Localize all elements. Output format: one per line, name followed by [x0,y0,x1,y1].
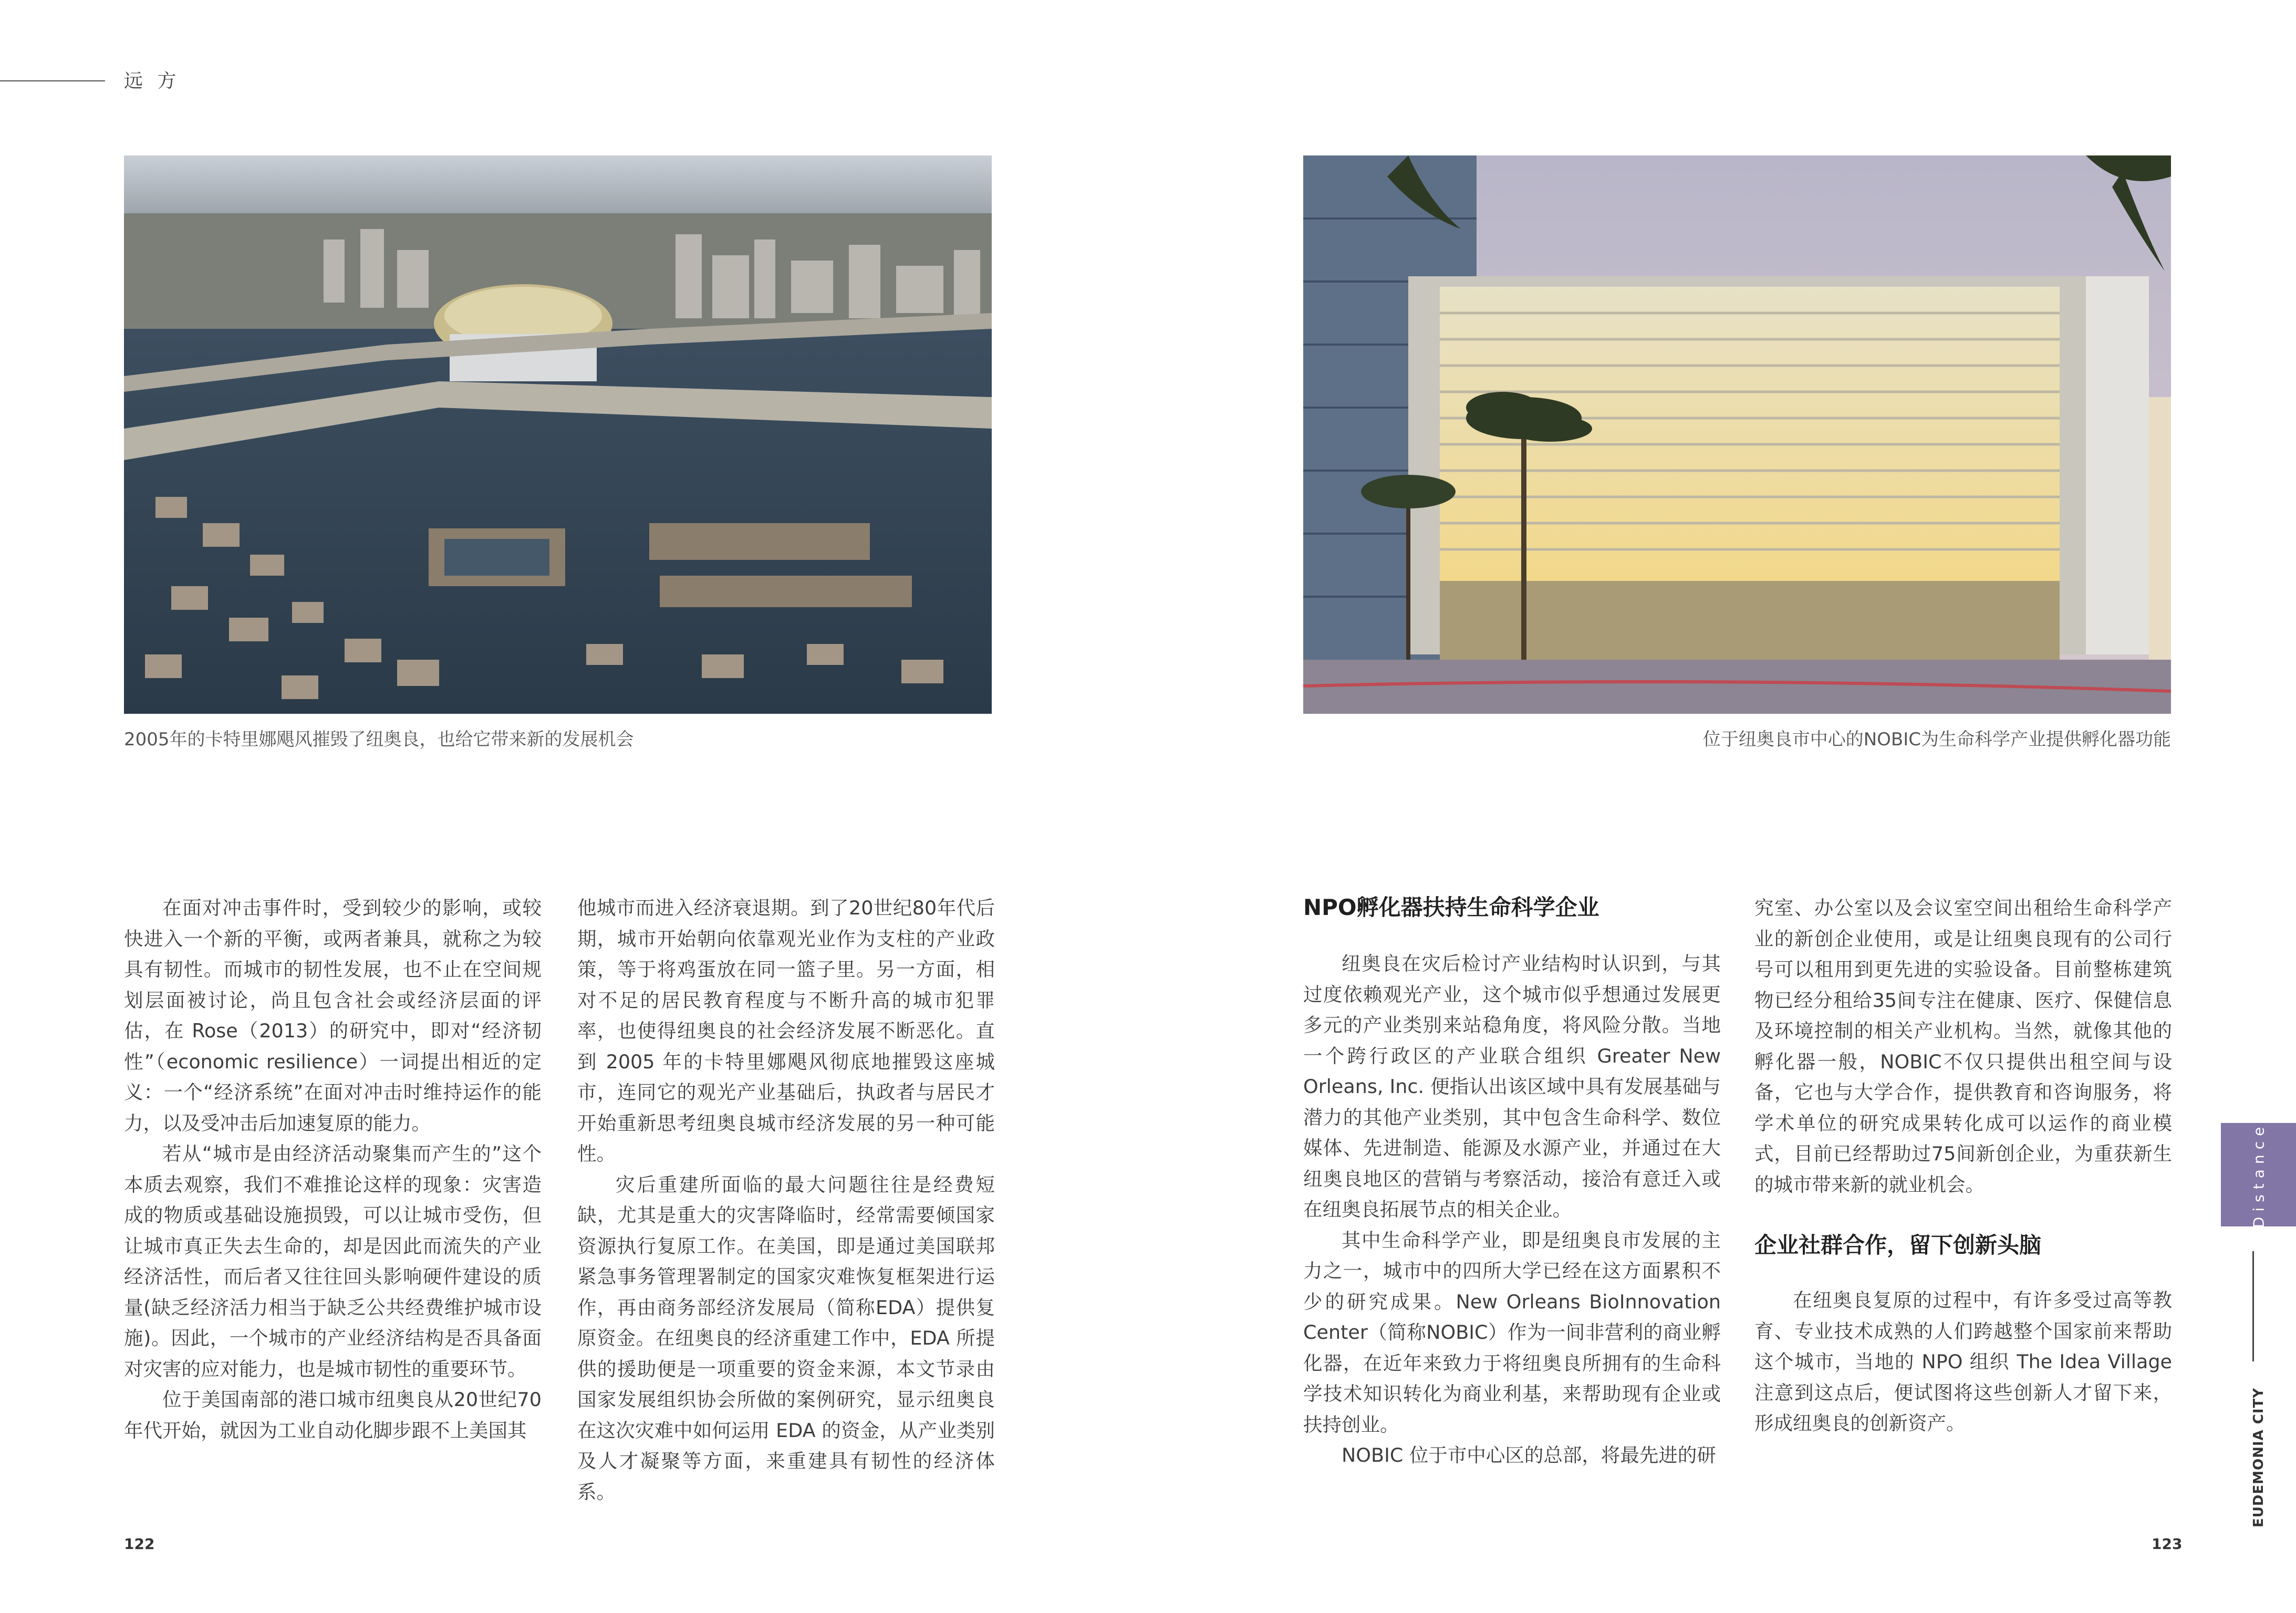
left-column-1 [124,893,542,1446]
paragraph: NOBIC 位于市中心区的总部，将最先进的研 [1342,1444,1716,1466]
section-heading: 企业社群合作，留下创新头脑 [1754,1232,2042,1258]
section-tab-label: Distance [2250,1121,2267,1228]
paragraph: 在纽奥良复原的过程中，有许多受过高等教育、专业技术成熟的人们跨越整个国家前来帮助这个城市，当地的 NPO 组织 The Idea Village 注意到这点后，便试图将这些创新人才留下来，形成纽奥良的创新资产。 [1754,1289,2172,1434]
page-number: 123 [2152,1535,2183,1553]
sidebar-rule [2252,1251,2254,1361]
magazine-brand: EUDEMONIA CITY [2251,1387,2267,1528]
paragraph: 究室、办公室以及会议室空间出租给生命科学产业的新创企业使用，或是让纽奥良现有的公司行号可以租用到更先进的实验设备。目前整栋建筑物已经分租给35间专注在健康、医疗、保健信息及环境控制的相关产业机构。当然，就像其他的孵化器一般，NOBIC不仅只提供出租空间与设备，它也与大学合作，提供教育和咨询服务，将学术单位的研究成果转化成可以运作的商业模式，目前已经帮助过75间新创企业，为重获新生的城市带来新的就业机会。 [1754,897,2172,1196]
right-page [1148,0,2296,1613]
paragraph: 在面对冲击事件时，受到较少的影响，或较快进入一个新的平衡，或两者兼具，就称之为较具有韧性。而城市的韧性发展，也不止在空间规划层面被讨论，尚且包含社会或经济层面的评估，在 Rose（2013）的研究中，即对“经济韧性”（economic resilience）一词提出相近的定义：一个“经济系统”在面对冲击时维持运作的能力，以及受冲击后加速复原的能力。 [124,897,542,1135]
header-rule [0,80,105,81]
paragraph: 其中生命科学产业，即是纽奥良市发展的主力之一，城市中的四所大学已经在这方面累积不少的研究成果。New Orleans BioInnovation Center（简称NOBIC）作为一间非营利的商业孵化器，在近年来致力于将纽奥良所拥有的生命科学技术知识转化为商业利基，来帮助现有企业或扶持创业。 [1303,1229,1721,1436]
page-number: 122 [124,1535,155,1553]
photo-caption: 位于纽奥良市中心的NOBIC为生命科学产业提供孵化器功能 [1702,729,2171,750]
flooded-city-aerial-photo [124,155,992,714]
section-label: 远 方 [124,70,181,92]
right-column-2 [1754,893,2172,1439]
paragraph: 纽奥良在灾后检讨产业结构时认识到，与其过度依赖观光产业，这个城市似乎想通过发展更多元的产业类别来站稳角度，将风险分散。当地一个跨行政区的产业联合组织 Greater New Orleans, Inc. 便指认出该区域中具有发展基础与潜力的其他产业类别，其中包含生命科学、数位媒体、先进制造、能源及水源产业，并通过在大纽奥良地区的营销与考察活动，接洽有意迁入或在纽奥良拓展节点的相关企业。 [1303,952,1721,1221]
paragraph: 他城市而进入经济衰退期。到了20世纪80年代后期，城市开始朝向依靠观光业作为支柱的产业政策，等于将鸡蛋放在同一篮子里。另一方面，相对不足的居民教育程度与不断升高的城市犯罪率，也使得纽奥良的社会经济发展不断恶化。直到 2005 年的卡特里娜飓风彻底地摧毁这座城市，连同它的观光产业基础后，执政者与居民才开始重新思考纽奥良城市经济发展的另一种可能性。 [577,897,995,1165]
left-column-2 [577,893,995,1507]
nobic-building-photo [1303,155,2171,714]
paragraph: 灾后重建所面临的最大问题往往是经费短缺，尤其是重大的灾害降临时，经常需要倾国家资源执行复原工作。在美国，即是通过美国联邦紧急事务管理署制定的国家灾难恢复框架进行运作，再由商务部经济发展局（简称EDA）提供复原资金。在纽奥良的经济重建工作中，EDA 所提供的援助便是一项重要的资金来源，本文节录由国家发展组织协会所做的案例研究，显示纽奥良在这次灾难中如何运用 EDA 的资金，从产业类别及人才凝聚等方面，来重建具有韧性的经济体系。 [577,1173,995,1503]
paragraph: 若从“城市是由经济活动聚集而产生的”这个本质去观察，我们不难推论这样的现象：灾害造成的物质或基础设施损毁，可以让城市受伤，但让城市真正失去生命的，却是因此而流失的产业经济活性，而后者又往往回头影响硬件建设的质量(缺乏经济活力相当于缺乏公共经费维护城市设施)。因此，一个城市的产业经济结构是否具备面对灾害的应对能力，也是城市韧性的重要环节。 [124,1142,542,1380]
section-tab [2221,1123,2296,1226]
photo-caption: 2005年的卡特里娜飓风摧毁了纽奥良，也给它带来新的发展机会 [124,729,634,750]
paragraph: 位于美国南部的港口城市纽奥良从20世纪70年代开始，就因为工业自动化脚步跟不上美国其 [124,1388,542,1442]
section-heading: NPO孵化器扶持生命科学企业 [1303,894,1599,920]
right-column-1 [1303,893,1721,1471]
